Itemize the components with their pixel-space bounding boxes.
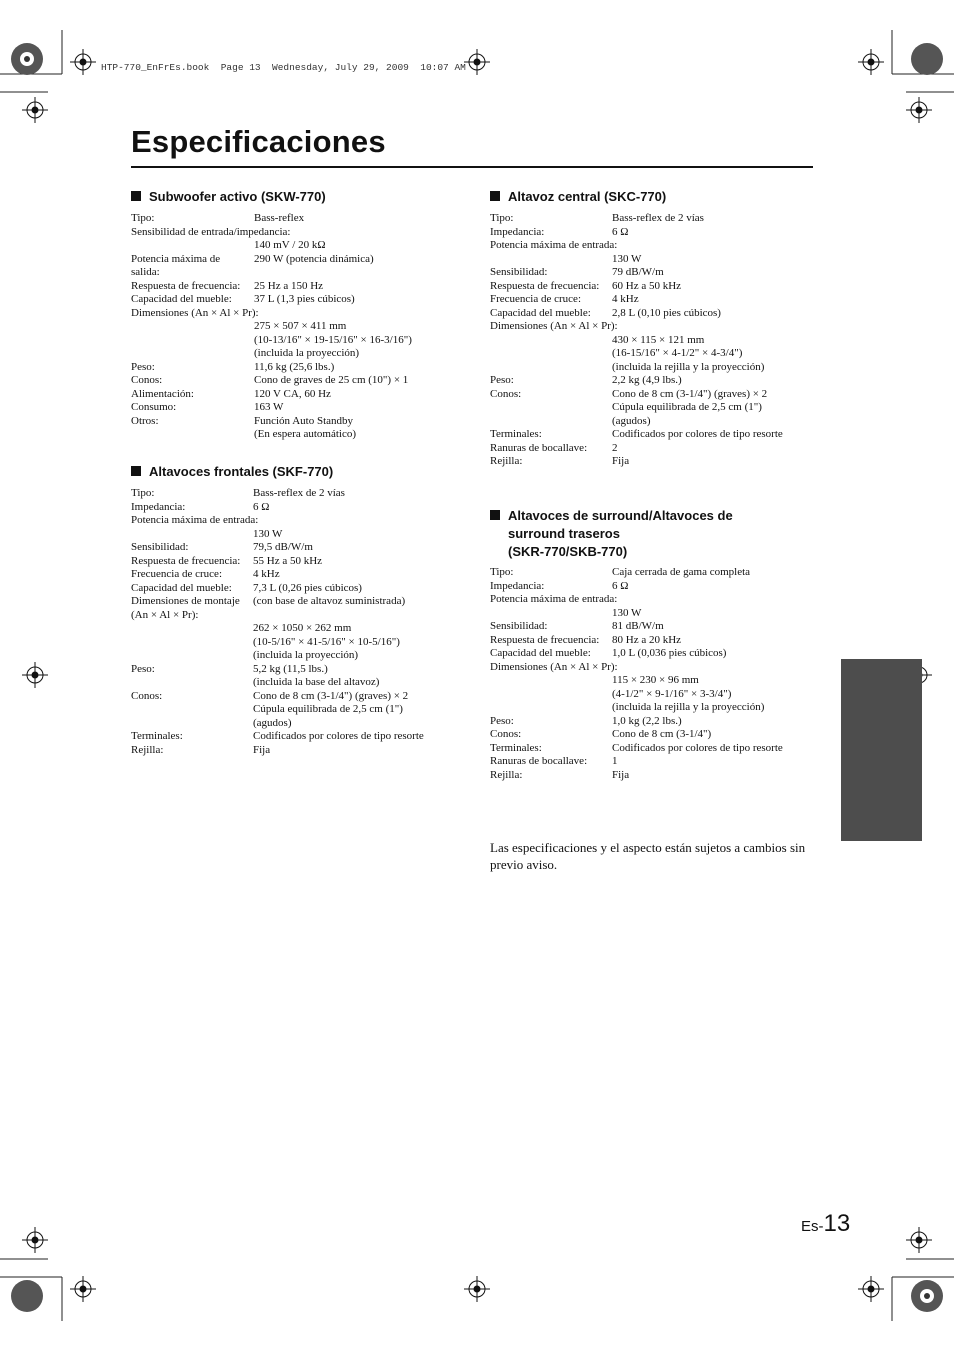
spec-row [131, 663, 461, 677]
spec-label: Impedancia: [490, 579, 545, 592]
spec-row [131, 582, 461, 596]
spec-label: Respuesta de frecuencia: [131, 554, 241, 567]
spec-label: Peso: [490, 374, 514, 386]
spec-value: (agudos) [253, 716, 292, 729]
spec-row [490, 266, 820, 280]
spec-row [131, 415, 461, 429]
spec-row [490, 239, 820, 253]
spec-value: Cúpula equilibrada de 2,5 cm (1") [253, 703, 403, 715]
spec-value: 120 V CA, 60 Hz [254, 387, 331, 400]
bullet-square-icon [131, 466, 141, 476]
spec-label: Capacidad del mueble: [490, 306, 591, 319]
spec-label: Sensibilidad de entrada/impedancia: [131, 225, 291, 238]
spec-label: Respuesta de frecuencia: [131, 279, 241, 292]
spec-row [131, 307, 461, 321]
spec-label: Ranuras de bocallave: [490, 755, 588, 767]
spec-label: Sensibilidad: [131, 541, 189, 553]
spec-label: Terminales: [131, 730, 183, 742]
spec-label: Peso: [131, 662, 155, 675]
spec-value: Cono de 8 cm (3-1/4") (graves) × 2 [253, 689, 409, 702]
spec-label: salida: [131, 266, 160, 278]
spec-row [131, 703, 461, 717]
spec-row [131, 401, 461, 415]
spec-value: 37 L (1,3 pies cúbicos) [254, 293, 355, 305]
spec-row [131, 568, 461, 582]
spec-row [490, 374, 820, 388]
sunburst-mark-tr [911, 43, 943, 75]
spec-value: Cono de graves de 25 cm (10") × 1 [254, 374, 409, 386]
spec-row [490, 307, 820, 321]
spec-table-front [131, 487, 461, 757]
side-tab [841, 659, 922, 841]
spec-value: 130 W [612, 252, 642, 265]
spec-value: Codificados por colores de tipo resorte [612, 428, 783, 440]
spec-label: Dimensiones (An × Al × Pr): [490, 320, 618, 332]
spec-row [131, 636, 461, 650]
sunburst-mark-bl [11, 1280, 43, 1312]
spec-label: Dimensiones (An × Al × Pr): [131, 306, 259, 319]
spec-row [490, 212, 820, 226]
bullet-square-icon [131, 191, 141, 201]
spec-value: (16-15/16" × 4-1/2" × 4-3/4") [612, 347, 743, 359]
spec-row [490, 742, 820, 756]
spec-label: Rejilla: [490, 768, 523, 781]
spec-row [131, 622, 461, 636]
spec-label: Impedancia: [490, 225, 545, 238]
spec-row [490, 361, 820, 375]
spec-row [131, 690, 461, 704]
spec-label: Terminales: [490, 428, 542, 440]
spec-value: (10-5/16" × 41-5/16" × 10-5/16") [253, 635, 400, 648]
spec-value: 2,2 kg (4,9 lbs.) [612, 374, 682, 386]
spec-label: Frecuencia de cruce: [490, 293, 581, 305]
spec-value: 1 [612, 755, 618, 767]
spec-label: (An × Al × Pr): [131, 608, 199, 621]
spec-row [131, 374, 461, 388]
title-rule [131, 166, 813, 168]
spec-value: (En espera automático) [254, 428, 357, 440]
spec-value: 2 [612, 441, 618, 454]
spec-label: Respuesta de frecuencia: [490, 633, 600, 646]
spec-row [131, 541, 461, 555]
heading-line-3: (SKR-770/SKB-770) [508, 544, 628, 559]
spec-row [131, 428, 461, 442]
spec-row [131, 226, 461, 240]
spec-value: 115 × 230 × 96 mm [612, 674, 699, 686]
sunburst-mark-tl [11, 43, 43, 75]
spec-row [490, 347, 820, 361]
spec-row [131, 649, 461, 663]
heading-text: Altavoces frontales (SKF-770) [149, 464, 334, 479]
spec-label: Tipo: [131, 487, 155, 499]
spec-row [131, 609, 461, 623]
spec-value: Cono de 8 cm (3-1/4") [612, 728, 712, 740]
spec-row [490, 620, 820, 634]
spec-value: Codificados por colores de tipo resorte [612, 741, 783, 754]
spec-value: (10-13/16" × 19-15/16" × 16-3/16") [254, 333, 412, 346]
spec-row [490, 442, 820, 456]
spec-label: Conos: [490, 387, 522, 400]
spec-value: 5,2 kg (11,5 lbs.) [253, 662, 328, 675]
spec-value: 4 kHz [253, 568, 280, 580]
spec-row [490, 455, 820, 469]
page-title: Especificaciones [131, 124, 386, 159]
section-heading-surround [490, 507, 733, 561]
spec-row [490, 580, 820, 594]
spec-table-subwoofer [131, 212, 461, 442]
spec-value: Caja cerrada de gama completa [612, 566, 751, 578]
spec-value: 6 Ω [253, 500, 270, 513]
spec-label: Consumo: [131, 401, 177, 413]
spec-value: 163 W [254, 401, 284, 413]
spec-value: (incluida la proyección) [254, 347, 360, 359]
spec-value: 290 W (potencia dinámica) [254, 252, 374, 265]
spec-row [490, 334, 820, 348]
spec-row [131, 676, 461, 690]
spec-value: Bass-reflex de 2 vías [253, 487, 345, 499]
spec-row [490, 320, 820, 334]
spec-label: Sensibilidad: [490, 620, 548, 632]
spec-row [131, 293, 461, 307]
heading-text: Subwoofer activo (SKW-770) [149, 189, 326, 204]
bullet-square-icon [490, 191, 500, 201]
spec-value: 80 Hz a 20 kHz [612, 633, 682, 646]
spec-label: Conos: [131, 374, 163, 386]
page-number-value: 13 [823, 1210, 851, 1237]
spec-value: 25 Hz a 150 Hz [254, 279, 324, 292]
spec-label: Sensibilidad: [490, 266, 548, 278]
spec-label: Dimensiones (An × Al × Pr): [490, 660, 618, 673]
spec-row [131, 266, 461, 280]
spec-value: Cono de 8 cm (3-1/4") (graves) × 2 [612, 387, 768, 400]
spec-row [490, 253, 820, 267]
spec-label: Potencia máxima de [131, 252, 221, 265]
spec-row [490, 280, 820, 294]
spec-row [131, 320, 461, 334]
spec-row [490, 593, 820, 607]
spec-value: 79 dB/W/m [612, 266, 664, 278]
spec-row [131, 212, 461, 226]
spec-value: (incluida la rejilla y la proyección) [612, 701, 765, 713]
spec-row [490, 566, 820, 580]
spec-row [131, 239, 461, 253]
heading-line-2: surround traseros [508, 526, 620, 541]
spec-value: Función Auto Standby [254, 414, 354, 427]
spec-value: (incluida la base del altavoz) [253, 676, 380, 688]
spec-value: 4 kHz [612, 293, 639, 305]
spec-value: 81 dB/W/m [612, 620, 664, 632]
spec-label: Tipo: [490, 566, 514, 578]
spec-value: Fija [612, 455, 630, 467]
spec-row [131, 361, 461, 375]
spec-table-center [490, 212, 820, 469]
spec-row [131, 347, 461, 361]
spec-row [131, 717, 461, 731]
spec-value: 6 Ω [612, 579, 629, 592]
spec-label: Peso: [131, 360, 155, 373]
spec-label: Capacidad del mueble: [131, 581, 232, 594]
footnote: Las especificaciones y el aspecto están sujetos a cambios sin previo aviso. [490, 840, 806, 872]
spec-row [490, 674, 820, 688]
spec-row [131, 730, 461, 744]
sunburst-mark-br [911, 1280, 943, 1312]
spec-label: Capacidad del mueble: [131, 293, 232, 305]
page-number-prefix: Es- [801, 1218, 824, 1235]
spec-row [131, 334, 461, 348]
spec-row [490, 607, 820, 621]
spec-value: 11,6 kg (25,6 lbs.) [254, 360, 335, 373]
spec-label: Conos: [490, 728, 522, 740]
spec-row [490, 226, 820, 240]
section-heading-front [131, 463, 333, 481]
spec-value: 60 Hz a 50 kHz [612, 279, 682, 292]
spec-label: Ranuras de bocallave: [490, 441, 588, 454]
spec-label: Frecuencia de cruce: [131, 568, 222, 580]
spec-row [490, 388, 820, 402]
spec-row [131, 555, 461, 569]
spec-row [131, 744, 461, 758]
spec-row [131, 514, 461, 528]
spec-row [490, 415, 820, 429]
spec-value: (4-1/2" × 9-1/16" × 3-3/4") [612, 687, 732, 700]
spec-value: Codificados por colores de tipo resorte [253, 730, 424, 742]
spec-row [131, 388, 461, 402]
spec-value: 55 Hz a 50 kHz [253, 554, 323, 567]
spec-value: Bass-reflex [254, 212, 305, 224]
spec-value: 140 mV / 20 kΩ [254, 239, 326, 251]
spec-table-surround [490, 566, 820, 782]
spec-row [131, 280, 461, 294]
spec-value: 6 Ω [612, 225, 629, 238]
book-header-line: HTP-770_EnFrEs.book Page 13 Wednesday, July 29, 2009 10:07 AM [101, 62, 466, 73]
spec-label: Peso: [490, 714, 514, 727]
spec-value: 430 × 115 × 121 mm [612, 333, 705, 346]
spec-label: Potencia máxima de entrada: [490, 593, 618, 605]
spec-value: 130 W [253, 527, 283, 540]
spec-row [490, 715, 820, 729]
spec-value: Fija [612, 768, 630, 781]
spec-row [490, 647, 820, 661]
spec-value: Cúpula equilibrada de 2,5 cm (1") [612, 401, 762, 413]
spec-row [490, 661, 820, 675]
spec-value: Fija [253, 743, 271, 756]
section-heading-subwoofer [131, 188, 326, 206]
spec-label: Rejilla: [131, 743, 164, 756]
spec-row [131, 528, 461, 542]
spec-row [490, 428, 820, 442]
spec-value: 1,0 L (0,036 pies cúbicos) [612, 647, 727, 659]
page-number [801, 1210, 850, 1238]
spec-label: Dimensiones de montaje [131, 595, 240, 607]
heading-line-1: Altavoces de surround/Altavoces de [508, 508, 733, 523]
spec-label: Rejilla: [490, 455, 523, 467]
spec-value: (con base de altavoz suministrada) [253, 595, 406, 607]
spec-value: (incluida la rejilla y la proyección) [612, 360, 765, 373]
spec-label: Tipo: [131, 212, 155, 224]
spec-row [131, 595, 461, 609]
spec-row [131, 487, 461, 501]
spec-value: 7,3 L (0,26 pies cúbicos) [253, 581, 362, 594]
spec-row [131, 501, 461, 515]
spec-value: 262 × 1050 × 262 mm [253, 622, 352, 634]
spec-value: Bass-reflex de 2 vías [612, 212, 704, 224]
section-heading-center [490, 188, 666, 206]
spec-value: (agudos) [612, 414, 651, 427]
spec-row [490, 769, 820, 783]
spec-label: Terminales: [490, 741, 542, 754]
spec-label: Respuesta de frecuencia: [490, 279, 600, 292]
spec-label: Capacidad del mueble: [490, 647, 591, 659]
spec-row [490, 634, 820, 648]
spec-label: Potencia máxima de entrada: [131, 514, 259, 526]
spec-row [490, 688, 820, 702]
spec-value: 1,0 kg (2,2 lbs.) [612, 714, 682, 727]
spec-value: 130 W [612, 606, 642, 619]
spec-label: Tipo: [490, 212, 514, 224]
spec-value: 275 × 507 × 411 mm [254, 320, 347, 332]
spec-row [131, 253, 461, 267]
spec-label: Impedancia: [131, 500, 186, 513]
spec-value: 2,8 L (0,10 pies cúbicos) [612, 306, 721, 319]
spec-label: Potencia máxima de entrada: [490, 239, 618, 251]
spec-label: Conos: [131, 689, 163, 702]
spec-label: Alimentación: [131, 387, 194, 400]
spec-row [490, 401, 820, 415]
spec-value: (incluida la proyección) [253, 649, 359, 661]
spec-row [490, 293, 820, 307]
heading-text: Altavoz central (SKC-770) [508, 189, 667, 204]
spec-value: 79,5 dB/W/m [253, 541, 313, 553]
spec-row [490, 728, 820, 742]
bullet-square-icon [490, 510, 500, 520]
spec-label: Otros: [131, 414, 159, 427]
spec-row [490, 755, 820, 769]
spec-row [490, 701, 820, 715]
